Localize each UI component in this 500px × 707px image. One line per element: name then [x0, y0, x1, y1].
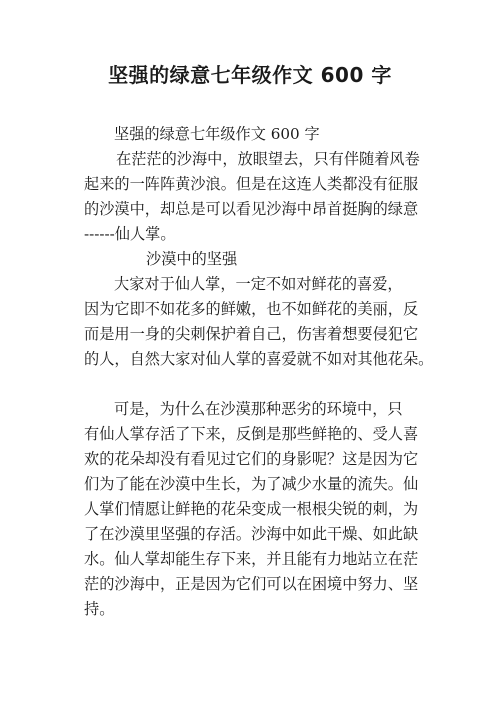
text-line: 的沙漠中，却总是可以看见沙海中昂首挺胸的绿意 [84, 200, 419, 218]
text-line: 在茫茫的沙海中，放眼望去，只有伴随着风卷 [116, 150, 420, 168]
text-line: 持。 [84, 600, 115, 618]
document-title: 坚强的绿意七年级作文 600 字 [108, 63, 392, 87]
text-line: 了在沙漠里坚强的存活。沙海中如此干燥、如此缺 [84, 525, 419, 543]
text-line: 因为它即不如花多的鲜嫩，也不如鲜花的美丽，反 [84, 300, 419, 318]
paragraph-gap [84, 372, 434, 397]
text-line: 水。仙人掌却能生存下来，并且能有力地站立在茫 [84, 550, 419, 568]
subtitle-line: 坚强的绿意七年级作文 600 字 [114, 125, 320, 143]
text-line: 可是，为什么在沙漠那种恶劣的环境中，只 [114, 400, 403, 418]
text-line: 们为了能在沙漠中生长，为了减少水量的流失。仙 [84, 475, 419, 493]
document-body [84, 122, 434, 622]
text-line: 有仙人掌存活了下来，反倒是那些鲜艳的、受人喜 [84, 425, 419, 443]
section-heading: 沙漠中的坚强 [146, 250, 238, 268]
text-line: 的人，自然大家对仙人掌的喜爱就不如对其他花朵。 [84, 350, 434, 368]
text-line: 起来的一阵阵黄沙浪。但是在这连人类都没有征服 [84, 175, 419, 193]
text-line: 欢的花朵却没有看见过它们的身影呢？这是因为它 [84, 450, 419, 468]
text-line: 人掌们情愿让鲜艳的花朵变成一根根尖锐的刺，为 [84, 500, 419, 518]
text-line: 茫的沙海中，正是因为它们可以在困境中努力、坚 [84, 575, 419, 593]
text-line: 而是用一身的尖刺保护着自己，伤害着想要侵犯它 [84, 325, 419, 343]
text-line: 大家对于仙人掌，一定不如对鲜花的喜爱， [114, 275, 403, 293]
text-line: ------仙人掌。 [84, 225, 176, 243]
